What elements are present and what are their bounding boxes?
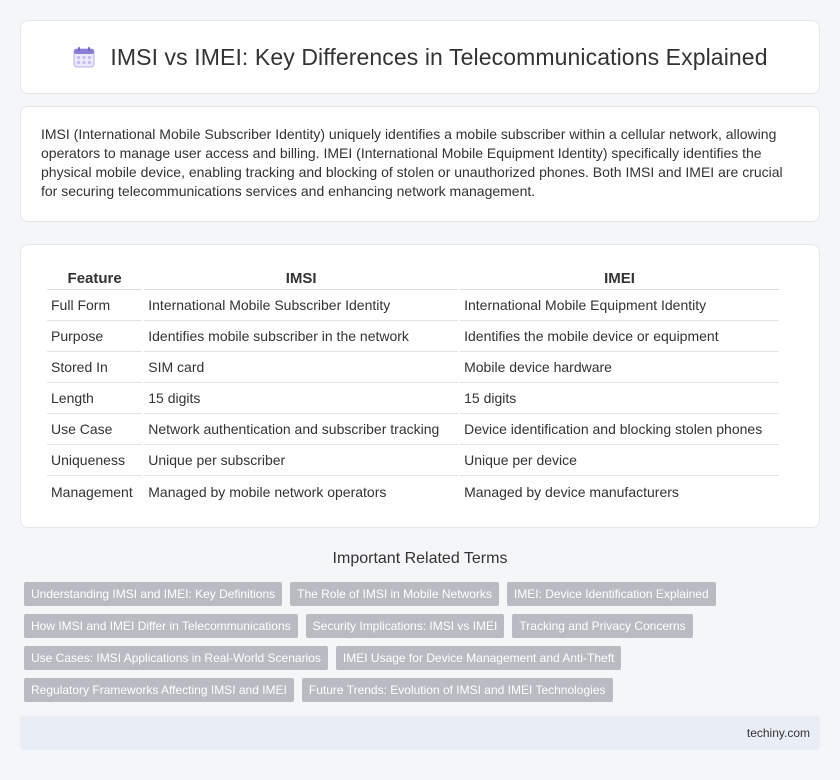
tag-row: [24, 582, 824, 606]
related-term-link[interactable]: Regulatory Frameworks Affecting IMSI and IMEI: [24, 678, 294, 702]
table-row: [47, 445, 779, 476]
cell-imei: Mobile device hardware: [460, 352, 779, 383]
cell-feature: Use Case: [47, 414, 142, 445]
cell-imsi: Managed by mobile network operators: [148, 483, 387, 500]
header-card: [20, 20, 820, 94]
cell-imei: International Mobile Equipment Identity: [460, 290, 779, 321]
related-term-link[interactable]: IMEI Usage for Device Management and Anti-Theft: [336, 646, 621, 670]
cell-feature: Length: [47, 383, 142, 414]
comparison-table: [45, 265, 781, 507]
related-terms-list: [24, 582, 824, 710]
related-term-link[interactable]: Understanding IMSI and IMEI: Key Definitions: [24, 582, 282, 606]
cell-imsi: Identifies mobile subscriber in the network: [144, 321, 458, 352]
table-row: [47, 414, 779, 445]
related-term-link[interactable]: The Role of IMSI in Mobile Networks: [290, 582, 499, 606]
tag-row: [24, 646, 824, 670]
table-row: [47, 290, 779, 321]
calendar-icon: [72, 45, 96, 69]
page-title: IMSI vs IMEI: Key Differences in Telecommunications Explained: [110, 43, 768, 70]
related-terms-title: Important Related Terms: [332, 550, 508, 567]
related-term-link[interactable]: Tracking and Privacy Concerns: [512, 614, 692, 638]
header-imei: IMEI: [460, 265, 779, 290]
cell-feature: Stored In: [47, 352, 142, 383]
table-header-row: [47, 265, 779, 290]
table-row: [47, 352, 779, 383]
cell-imsi: Network authentication and subscriber tracking: [144, 414, 458, 445]
cell-imei: 15 digits: [460, 383, 779, 414]
title-wrap: [72, 44, 767, 71]
cell-imsi: International Mobile Subscriber Identity: [144, 290, 458, 321]
related-term-link[interactable]: Future Trends: Evolution of IMSI and IMEI Technologies: [302, 678, 613, 702]
cell-feature: Uniqueness: [47, 445, 142, 476]
cell-imei: Identifies the mobile device or equipment: [460, 321, 779, 352]
intro-card: [20, 106, 820, 222]
related-term-link[interactable]: Use Cases: IMSI Applications in Real-World Scenarios: [24, 646, 328, 670]
cell-feature: Full Form: [47, 290, 142, 321]
cell-imei: Managed by device manufacturers: [464, 483, 679, 500]
tag-row: [24, 678, 824, 702]
cell-feature: Purpose: [47, 321, 142, 352]
table-row: [47, 383, 779, 414]
intro-text: IMSI (International Mobile Subscriber Identity) uniquely identifies a mobile subscriber within a cellular network, allowing operators to manage user access and billing. IMEI (International Mobile Equipment Identity) specifically identifies the physical mobile device, enabling tracking and blocking of stolen or unauthorized phones. Both IMSI and IMEI are crucial for securing telecommunications services and enhancing network management.: [41, 126, 783, 199]
footer-site-link[interactable]: techiny.com: [746, 726, 810, 740]
footer: [20, 716, 820, 750]
cell-feature: Management: [51, 483, 133, 500]
table-row: [47, 321, 779, 352]
cell-imsi: Unique per subscriber: [144, 445, 458, 476]
table-row: [47, 476, 779, 507]
cell-imsi: 15 digits: [144, 383, 458, 414]
related-term-link[interactable]: How IMSI and IMEI Differ in Telecommunications: [24, 614, 298, 638]
header-feature: Feature: [47, 265, 142, 290]
related-term-link[interactable]: Security Implications: IMSI vs IMEI: [306, 614, 505, 638]
cell-imei: Unique per device: [460, 445, 779, 476]
related-term-link[interactable]: IMEI: Device Identification Explained: [507, 582, 716, 606]
cell-imei: Device identification and blocking stolen phones: [460, 414, 779, 445]
cell-imsi: SIM card: [144, 352, 458, 383]
comparison-table-card: [20, 244, 820, 528]
header-imsi: IMSI: [144, 265, 458, 290]
tag-row: [24, 614, 824, 638]
